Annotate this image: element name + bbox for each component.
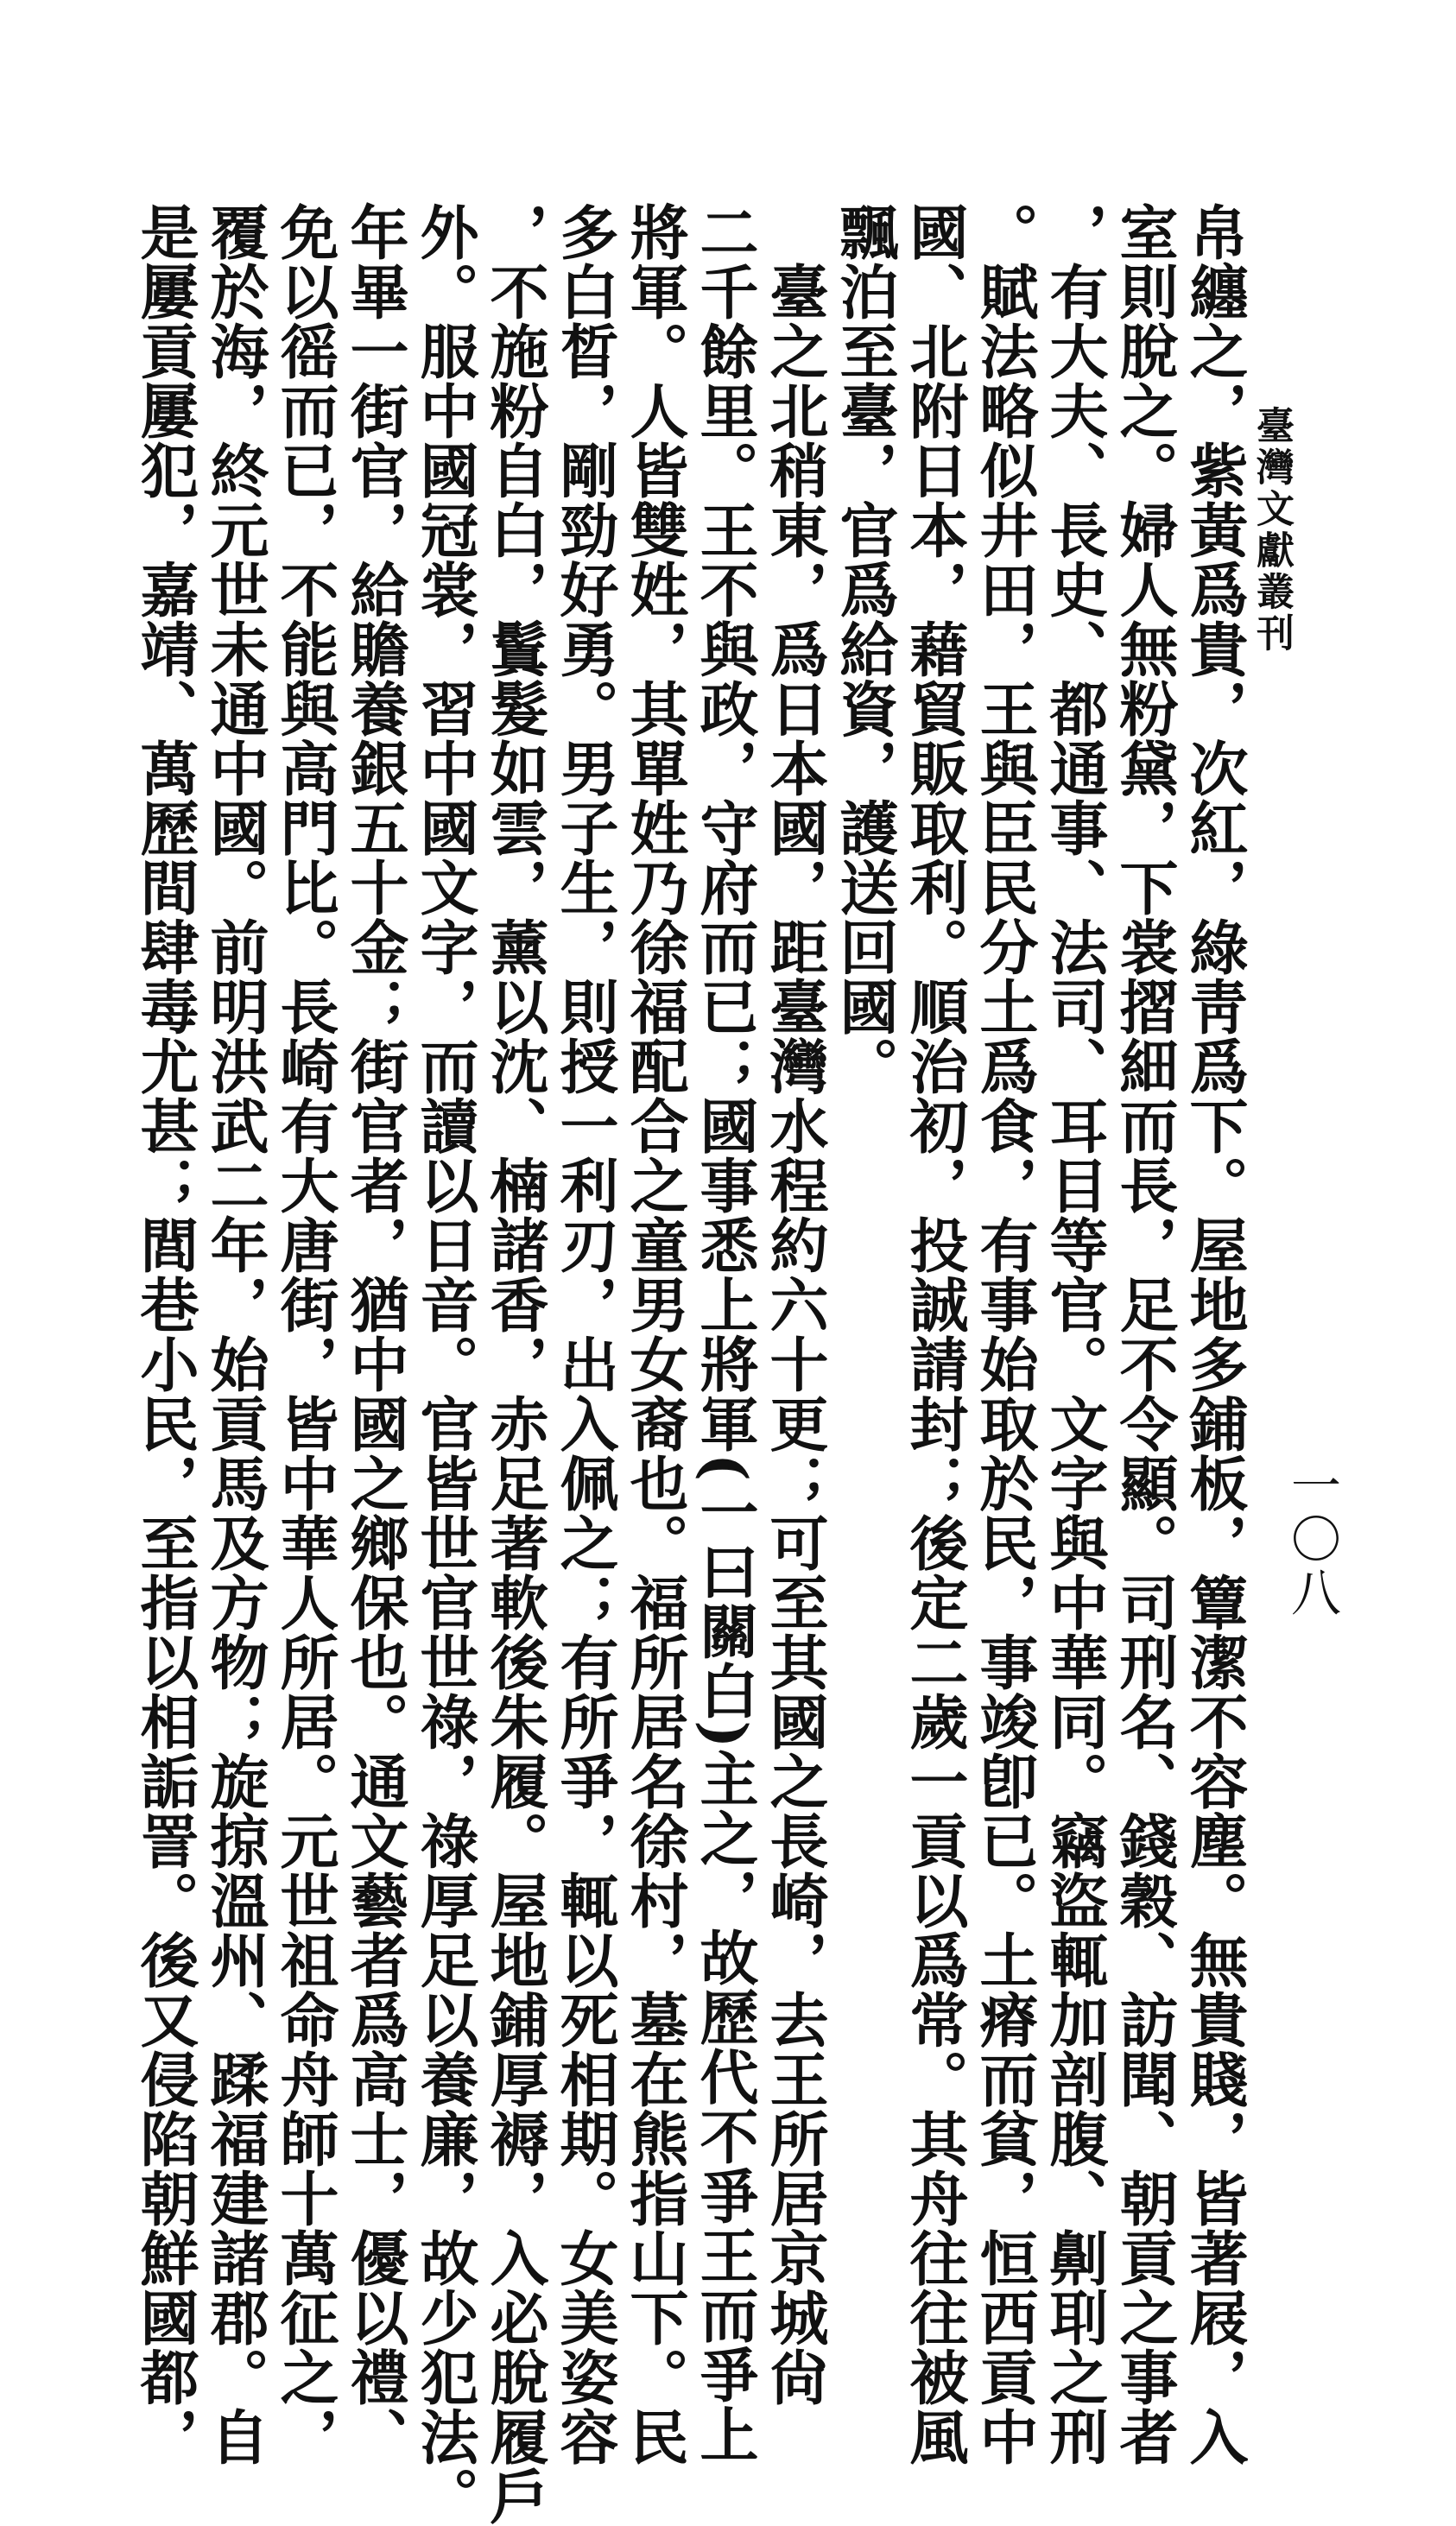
text-column: 室則脫之。婦人無粉黛，下裳摺細而長，足不令顯。司刑名、錢穀、訪聞、朝貢之事者	[1110, 202, 1179, 2466]
text-column: 外。服中國冠裳，習中國文字，而讀以日音。官皆世官世祿，祿厚足以養廉，故少犯法。	[410, 202, 479, 2526]
text-column: ，不施粉自白，鬒髮如雲，薰以沈、楠諸香，赤足著軟後朱履。屋地鋪厚褥，入必脫履戶	[480, 202, 549, 2526]
text-column: 飄泊至臺，官爲給資，護送回國。	[830, 202, 899, 1096]
text-column: 是屢貢屢犯，嘉靖、萬歷間肆毒尤甚；閭巷小民，至指以相詬詈。後又侵陷朝鮮國都，	[130, 202, 199, 2466]
body-text	[130, 202, 1249, 2526]
text-column: 免以徭而已，不能與高門比。長崎有大唐街，皆中華人所居。元世祖命舟師十萬征之，	[270, 202, 339, 2466]
text-column: 二千餘里。王不與政，守府而已；國事悉上將軍(一曰關白)主之，故歷代不爭王而爭上	[690, 202, 759, 2465]
running-header-title: 臺灣文獻叢刊	[1250, 406, 1294, 655]
text-column: 。賦法略似井田，王與臣民分土爲食，有事始取於民，事竣卽已。土瘠而貧，恒西貢中	[970, 202, 1039, 2466]
page-number: 一〇八	[1282, 1459, 1341, 1620]
text-column: 國、北附日本，藉貿販取利。順治初，投誠請封；後定二歲一貢以爲常。其舟往往被風	[900, 202, 969, 2466]
text-column: 多白晳，剛勁好勇。男子生，則授一利刃，出入佩之；有所爭，輒以死相期。女美姿容	[550, 202, 619, 2466]
text-column: 將軍。人皆雙姓，其單姓乃徐福配合之童男女裔也。福所居名徐村，墓在熊指山下。民	[620, 202, 689, 2466]
text-column: 臺之北稍東，爲日本國，距臺灣水程約六十更；可至其國之長崎，去王所居京城尙	[760, 202, 829, 2407]
text-column: 覆於海，終元世未通中國。前明洪武二年，始貢馬及方物；旋掠溫州、蹂福建諸郡。自	[200, 202, 269, 2466]
text-column: 帛纏之，紫黃爲貴，次紅，綠靑爲下。屋地多鋪板，簟潔不容塵。無貴賤，皆著屐，入	[1180, 202, 1249, 2466]
text-column: 年畢一街官，給贍養銀五十金；街官者，猶中國之鄉保也。通文藝者爲高士，優以禮、	[340, 202, 409, 2466]
text-column: ，有大夫、長史、都通事、法司、耳目等官。文字與中華同。竊盜輒加剖腹、劓刵之刑	[1040, 202, 1109, 2466]
